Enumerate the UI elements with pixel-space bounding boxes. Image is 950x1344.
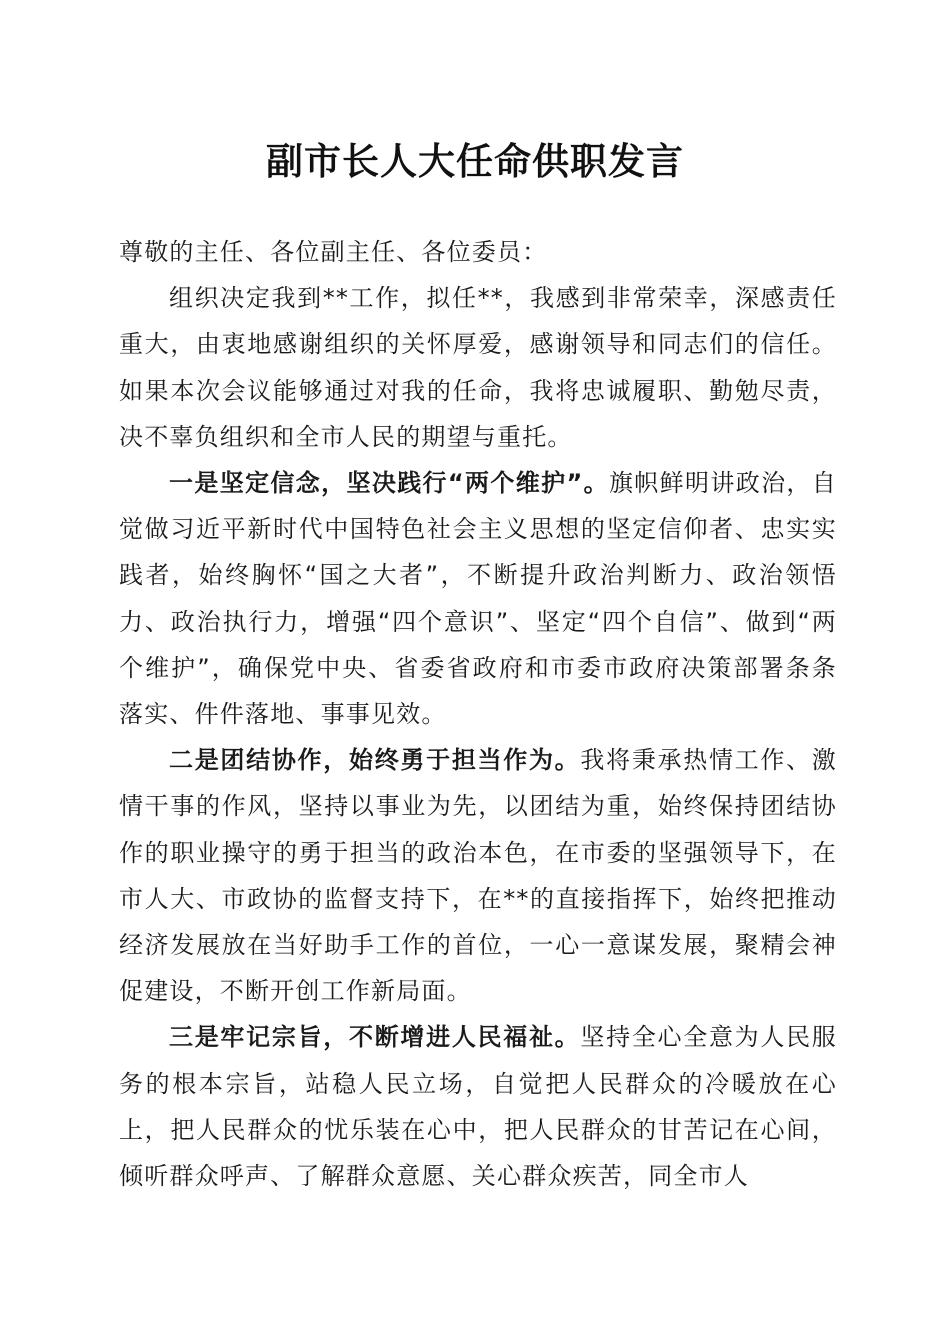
paragraph-text: 组织决定我到**工作，拟任**，我感到非常荣幸，深感责任重大，由衷地感谢组织的关怀厚爱，感谢领导和同志们的信任。如果本次会议能够通过对我的任命，我将忠诚履职、勤勉尽责，决不辜负组织和全市人民的期望与重托。 <box>119 284 837 451</box>
paragraph-text: 我将秉承热情工作、激情干事的作风，坚持以事业为先，以团结为重，始终保持团结协作的职业操守的勇于担当的政治本色，在市委的坚强领导下，在市人大、市政协的监督支持下，在**的直接指挥下，始终把推动经济发展放在当好助手工作的首位，一心一意谋发展，聚精会神促建设，不断开创工作新局面。 <box>119 746 837 1006</box>
paragraph-text: 坚持全心全意为人民服务的根本宗旨，站稳人民立场，自觉把人民群众的冷暖放在心上，把人民群众的忧乐装在心中，把人民群众的甘苦记在心间，倾听群众呼声、了解群众意愿、关心群众疾苦，同全市人 <box>119 1023 837 1191</box>
paragraph-4 <box>119 1014 837 1199</box>
paragraph-lead: 一是坚定信念，坚决践行“两个维护”。 <box>169 469 609 498</box>
paragraph-2 <box>119 460 837 737</box>
document-body <box>119 229 837 1199</box>
paragraph-lead: 三是牢记宗旨，不断增进人民福祉。 <box>169 1023 581 1052</box>
salutation: 尊敬的主任、各位副主任、各位委员： <box>119 238 548 266</box>
paragraph-1 <box>119 275 837 460</box>
paragraph-lead: 二是团结协作，始终勇于担当作为。 <box>169 746 581 775</box>
document-title: 副市长人大任命供职发言 <box>266 139 684 183</box>
paragraph-text: 旗帜鲜明讲政治，自觉做习近平新时代中国特色社会主义思想的坚定信仰者、忠实实践者，始终胸怀“国之大者”，不断提升政治判断力、政治领悟力、政治执行力，增强“四个意识”、坚定“四个自信”、做到“两个维护”，确保党中央、省委省政府和市委市政府决策部署条条落实、件件落地、事事见效。 <box>119 469 837 729</box>
paragraph-3 <box>119 737 837 1014</box>
